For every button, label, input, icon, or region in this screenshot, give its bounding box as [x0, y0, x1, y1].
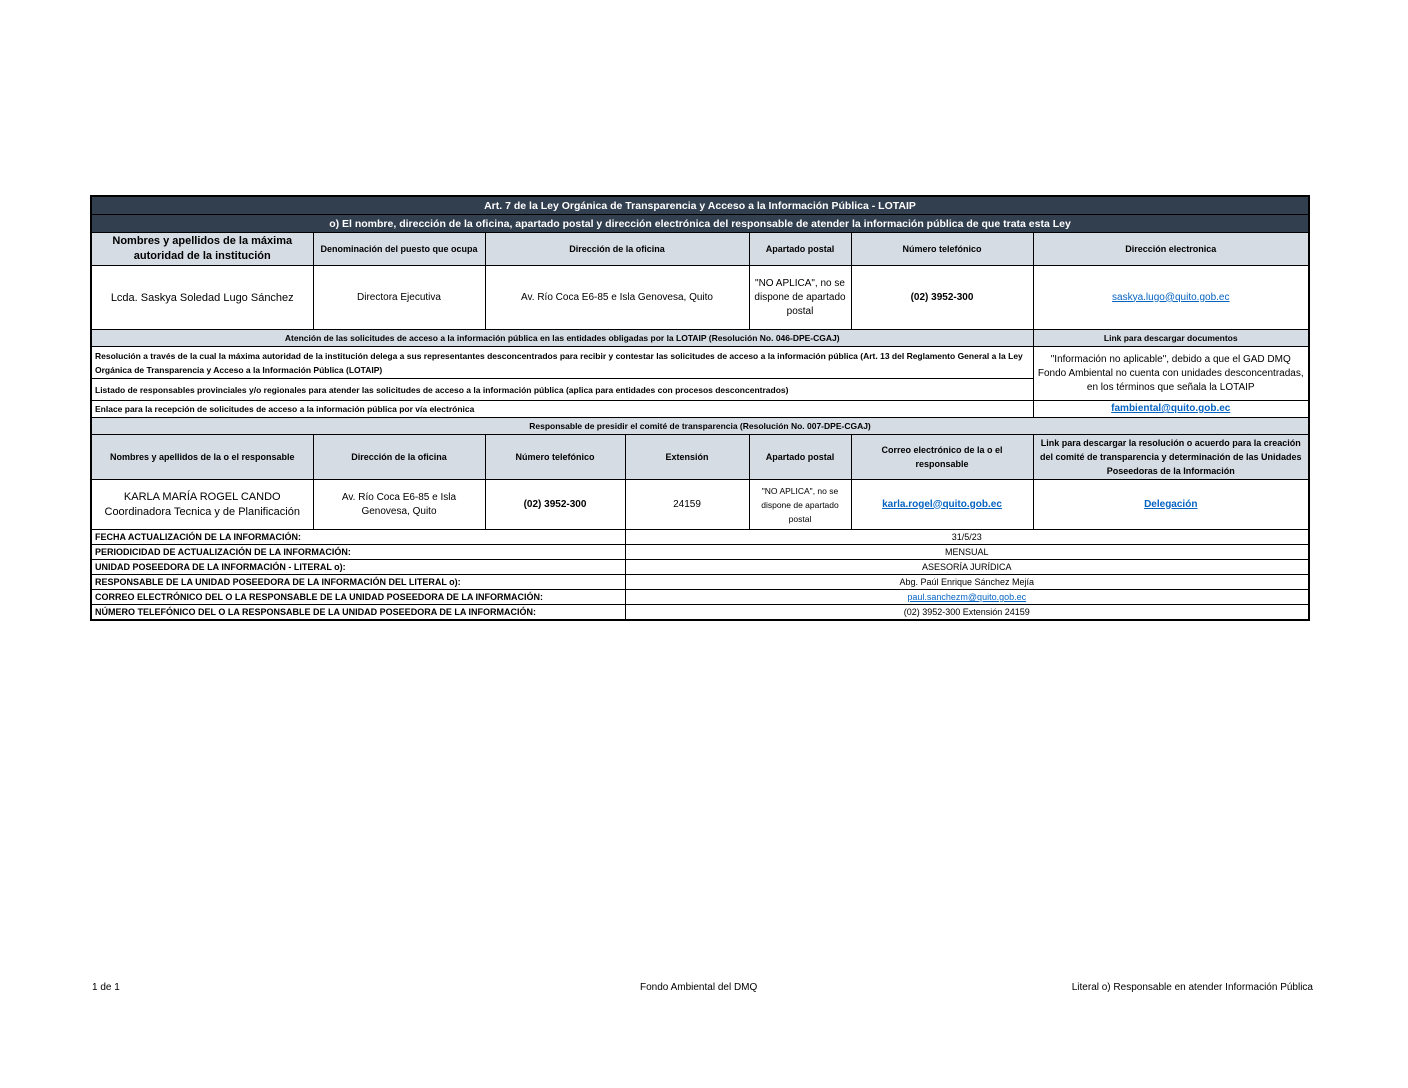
periodicity-value: MENSUAL — [625, 545, 1309, 560]
delegation-link[interactable]: Delegación — [1144, 498, 1198, 510]
committee-address: Av. Río Coca E6-85 e Isla Genovesa, Quito — [313, 480, 485, 530]
position-header: Denominación del puesto que ocupa — [313, 233, 485, 266]
postal-header: Apartado postal — [749, 233, 851, 266]
title-line-1: Art. 7 de la Ley Orgánica de Transparencia y Acceso a la Información Pública - LOTAIP — [91, 196, 1309, 215]
download-link-header: Link para descargar documentos — [1033, 330, 1309, 347]
fambiental-email-link[interactable]: fambiental@quito.gob.ec — [1111, 403, 1231, 414]
footer-center: Fondo Ambiental del DMQ — [640, 982, 758, 993]
footer-right: Literal o) Responsable en atender Información Pública — [1071, 982, 1313, 993]
authority-position: Directora Ejecutiva — [313, 266, 485, 330]
lotaip-document — [90, 195, 1308, 621]
title-line-2: o) El nombre, dirección de la oficina, apartado postal y dirección electrónica del responsable de atender la información pública de que trata esta Ley — [91, 215, 1309, 233]
update-date-value: 31/5/23 — [625, 530, 1309, 545]
committee-link-header: Link para descargar la resolución o acuerdo para la creación del comité de transparencia y determinación de las Unidades Poseedoras de la Información — [1033, 435, 1309, 480]
unit-email-label: CORREO ELECTRÓNICO DEL O LA RESPONSABLE DE LA UNIDAD POSEEDORA DE LA INFORMACIÓN: — [91, 590, 625, 605]
committee-name-header: Nombres y apellidos de la o el responsable — [91, 435, 313, 480]
authority-email-link[interactable]: saskya.lugo@quito.gob.ec — [1112, 291, 1230, 303]
committee-postal: "NO APLICA", no se dispone de apartado postal — [749, 480, 851, 530]
delegation-resolution-row: Resolución a través de la cual la máxima autoridad de la institución delega a sus representantes desconcentrados para recibir y contestar las solicitudes de acceso a la información pública (Art. 13 del Reglamento General a la Ley Orgánica de Transparencia y Acceso a la Información Pública (LOTAIP) — [91, 347, 1033, 379]
email-header: Dirección electronica — [1033, 233, 1309, 266]
committee-postal-header: Apartado postal — [749, 435, 851, 480]
committee-email-link[interactable]: karla.rogel@quito.gob.ec — [882, 498, 1002, 510]
authority-phone: (02) 3952-300 — [851, 266, 1033, 330]
requests-header: Atención de las solicitudes de acceso a la información pública en las entidades obligadas por la LOTAIP (Resolución No. 046-DPE-CGAJ) — [91, 330, 1033, 347]
unit-phone-label: NÚMERO TELEFÓNICO DEL O LA RESPONSABLE DE LA UNIDAD POSEEDORA DE LA INFORMACIÓN: — [91, 605, 625, 621]
footer-page-number: 1 de 1 — [92, 982, 120, 993]
metadata-rows — [91, 530, 1309, 621]
update-date-label: FECHA ACTUALIZACIÓN DE LA INFORMACIÓN: — [91, 530, 625, 545]
committee-extension-header: Extensión — [625, 435, 749, 480]
holding-unit-value: ASESORÍA JURÍDICA — [625, 560, 1309, 575]
unit-phone-value: (02) 3952-300 Extensión 24159 — [625, 605, 1309, 621]
committee-phone-header: Número telefónico — [485, 435, 625, 480]
unit-responsible-label: RESPONSABLE DE LA UNIDAD POSEEDORA DE LA INFORMACIÓN DEL LITERAL o): — [91, 575, 625, 590]
holding-unit-label: UNIDAD POSEEDORA DE LA INFORMACIÓN - LITERAL o): — [91, 560, 625, 575]
phone-header: Número telefónico — [851, 233, 1033, 266]
committee-responsible — [91, 480, 313, 530]
committee-extension: 24159 — [625, 480, 749, 530]
committee-name: KARLA MARÍA ROGEL CANDO — [123, 490, 281, 503]
authority-postal: "NO APLICA", no se dispone de apartado postal — [749, 266, 851, 330]
committee-email-header: Correo electrónico de la o el responsable — [851, 435, 1033, 480]
committee-role: Coordinadora Tecnica y de Planificación — [104, 505, 300, 518]
unit-responsible-value: Abg. Paúl Enrique Sánchez Mejía — [625, 575, 1309, 590]
provincial-responsibles-row: Listado de responsables provinciales y/o regionales para atender las solicitudes de acceso a la información pública (aplica para entidades con procesos desconcentrados) — [91, 379, 1033, 401]
committee-address-header: Dirección de la oficina — [313, 435, 485, 480]
electronic-requests-row: Enlace para la recepción de solicitudes de acceso a la información pública por vía electrónica — [91, 401, 1033, 418]
authority-address: Av. Río Coca E6-85 e Isla Genovesa, Quito — [485, 266, 749, 330]
unit-email-link[interactable]: paul.sanchezm@quito.gob.ec — [907, 592, 1027, 602]
lotaip-table — [90, 195, 1310, 621]
committee-phone: (02) 3952-300 — [485, 480, 625, 530]
not-applicable-note: "Información no aplicable", debido a que el GAD DMQ Fondo Ambiental no cuenta con unidades desconcentradas, en los términos que señala la LOTAIP — [1033, 347, 1309, 401]
periodicity-label: PERIODICIDAD DE ACTUALIZACIÓN DE LA INFORMACIÓN: — [91, 545, 625, 560]
authority-name: Lcda. Saskya Soledad Lugo Sánchez — [91, 266, 313, 330]
committee-header: Responsable de presidir el comité de transparencia (Resolución No. 007-DPE-CGAJ) — [91, 418, 1309, 435]
authority-name-header: Nombres y apellidos de la máxima autoridad de la institución — [91, 233, 313, 266]
office-address-header: Dirección de la oficina — [485, 233, 749, 266]
